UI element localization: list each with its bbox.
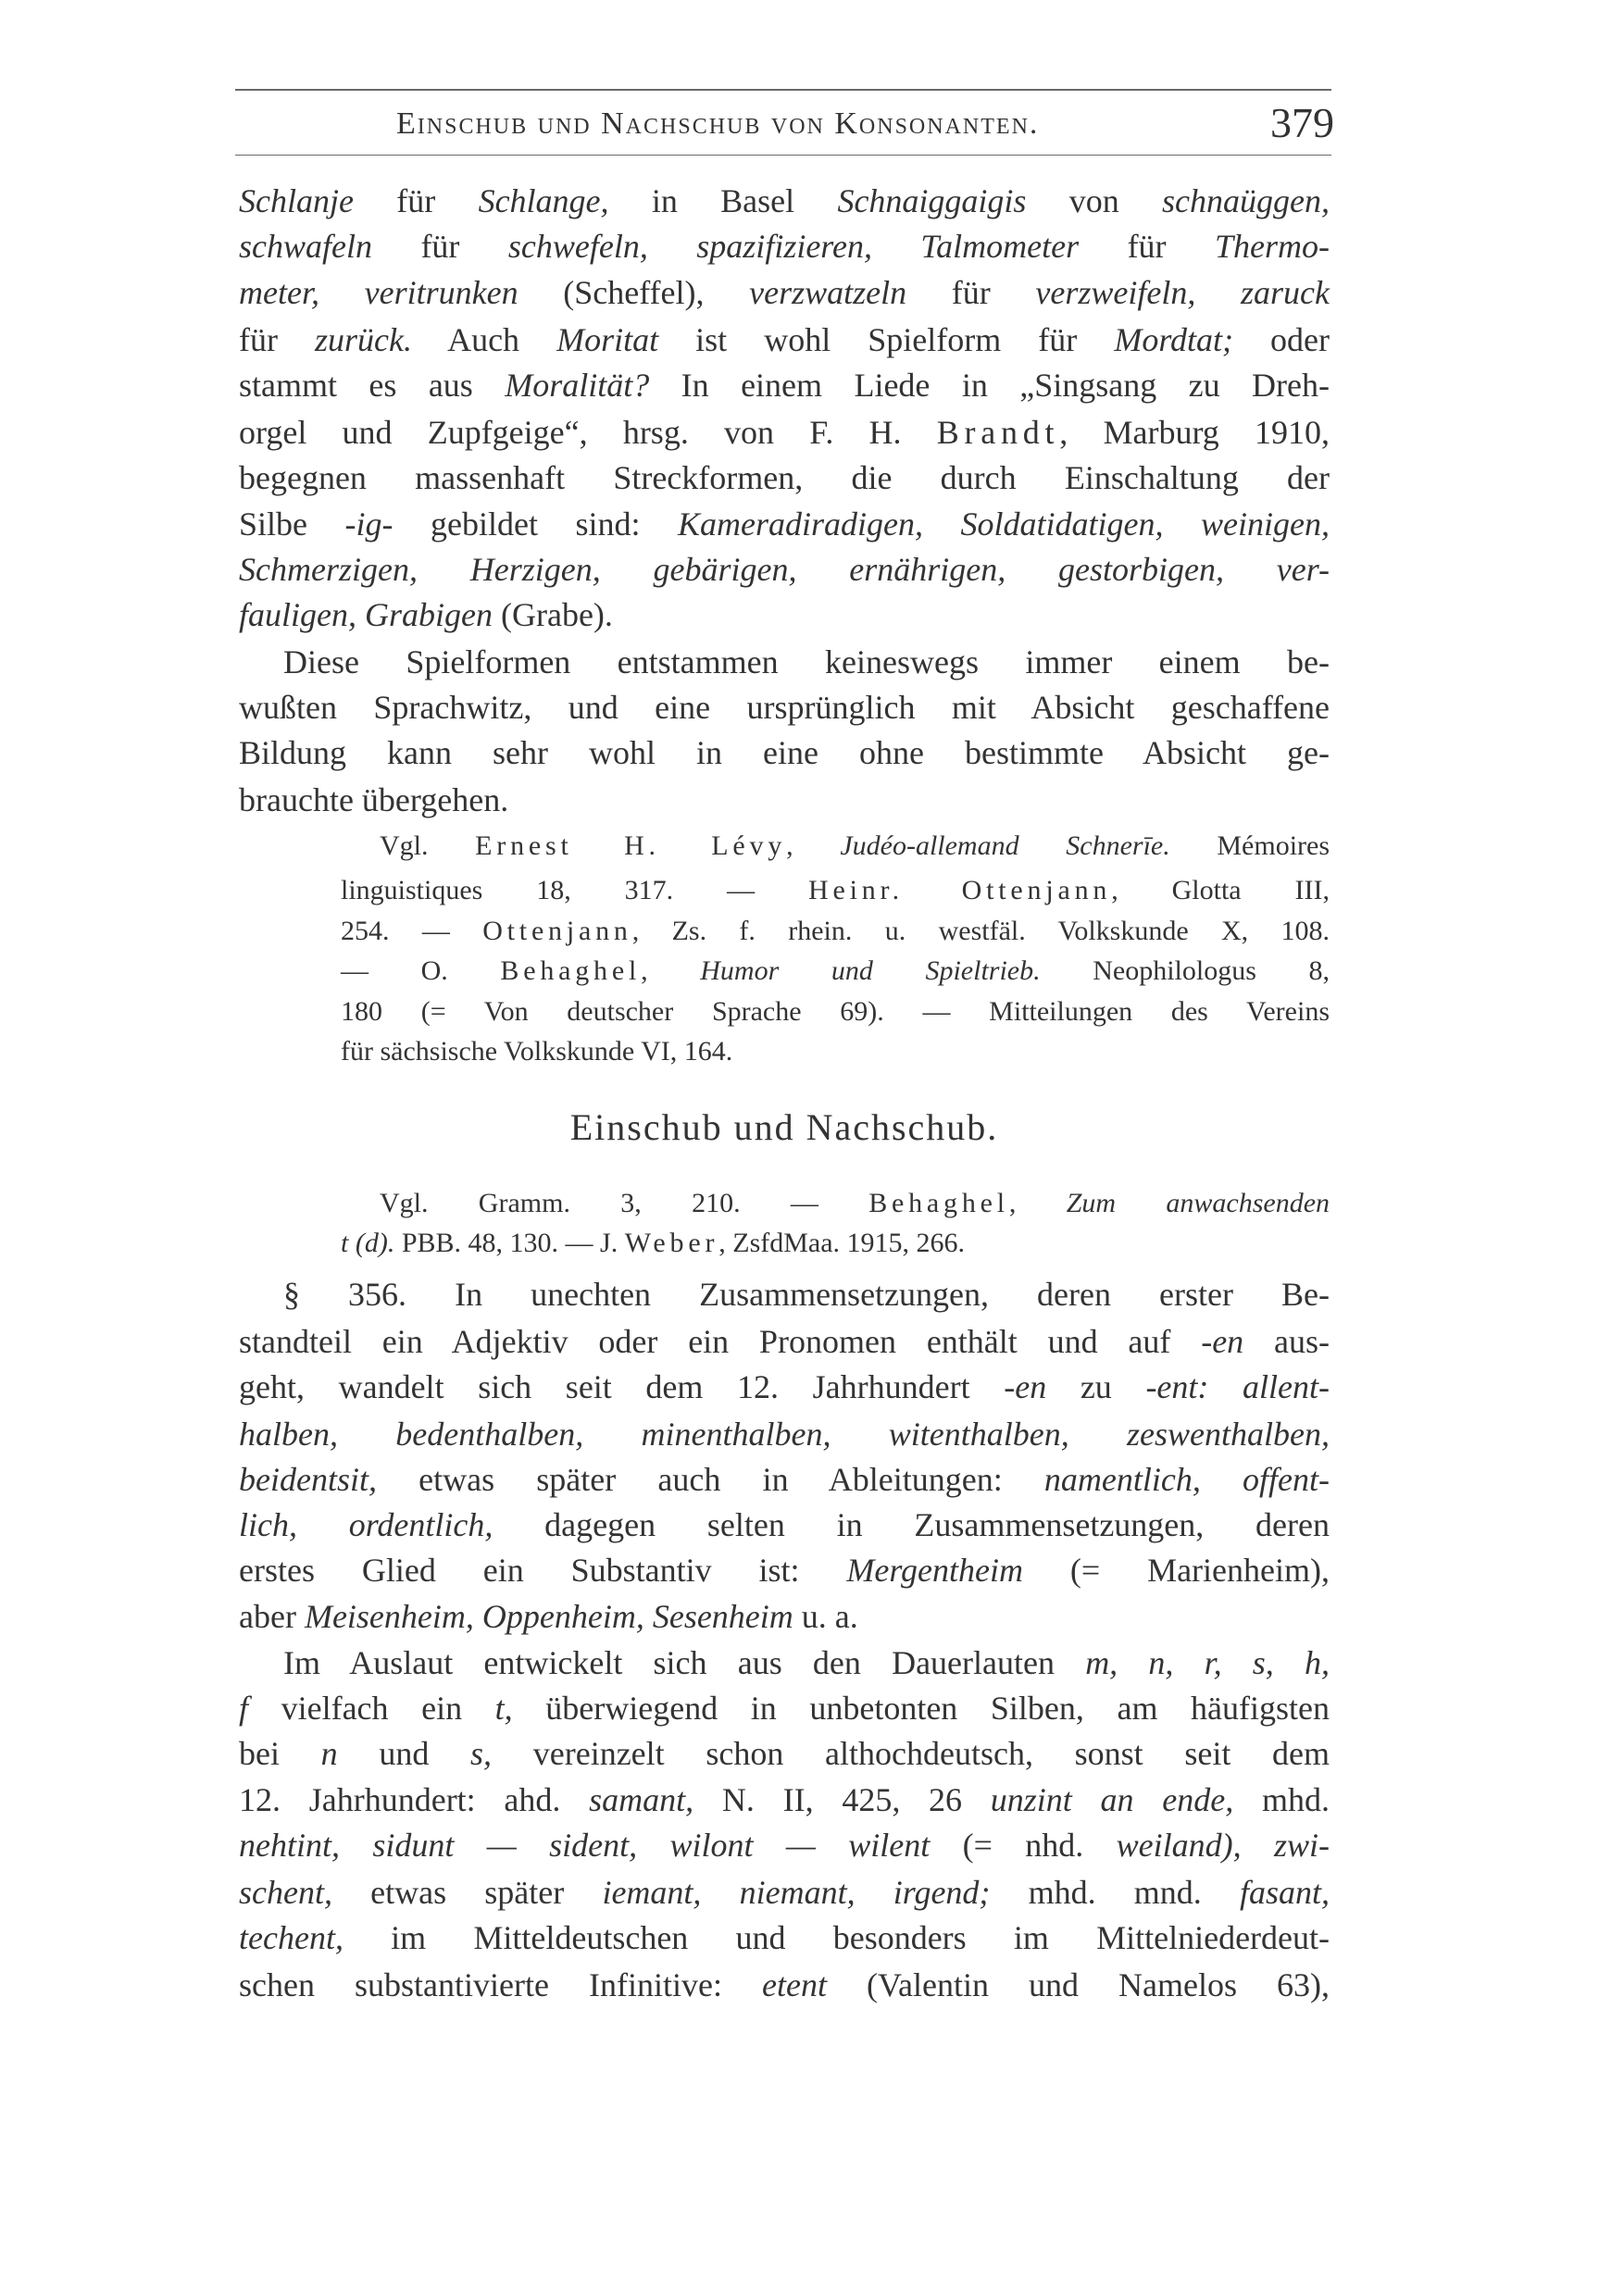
text-run: etwas später auch in Ableitungen:	[376, 1461, 1044, 1498]
italic-text: schwafeln	[239, 228, 372, 265]
text-line	[239, 1915, 1330, 1961]
text-line	[239, 1869, 1330, 1915]
text-line	[239, 1502, 1330, 1548]
italic-text: zurück.	[315, 321, 413, 358]
italic-text: etent	[761, 1966, 827, 2003]
italic-text: m, n, r, s, h,	[1085, 1644, 1330, 1681]
text-line	[239, 317, 1330, 363]
text-run: (= nhd.	[930, 1827, 1117, 1864]
italic-text: schent,	[239, 1874, 332, 1911]
italic-text: -ent: allent-	[1145, 1368, 1330, 1405]
text-run: standteil ein Adjektiv oder ein Pronomen enthält und auf	[239, 1323, 1202, 1360]
text-run: 254. —	[341, 916, 483, 946]
text-line	[239, 1685, 1330, 1731]
text-run: überwiegend in unbetonten Silben, am häufigsten	[512, 1690, 1330, 1727]
spaced-name: Ernest H. Lévy	[475, 830, 787, 861]
text-run: aber	[239, 1598, 305, 1635]
text-run: stammt es aus	[239, 367, 506, 404]
section-heading: Einschub und Nachschub.	[569, 1106, 999, 1148]
text-line	[239, 684, 1330, 730]
reference-line	[341, 1223, 1330, 1264]
italic-text: -ig-	[344, 505, 394, 543]
spaced-name: Brandt	[936, 414, 1060, 451]
text-run: 180 (= Von deutscher Sprache 69). — Mitteilungen des Vereins	[341, 996, 1330, 1027]
page-number: 379	[1270, 99, 1334, 146]
text-run: ,	[1008, 1188, 1067, 1218]
text-line	[239, 1822, 1330, 1868]
text-run: für	[239, 321, 316, 358]
text-run: — O.	[341, 955, 501, 986]
italic-text: zwi-	[1274, 1827, 1330, 1864]
text-line	[239, 730, 1330, 776]
text-run: ,	[786, 830, 841, 861]
italic-text: n	[320, 1735, 338, 1772]
italic-text: -en	[1201, 1323, 1244, 1360]
text-run: erstes Glied ein Substantiv ist:	[239, 1552, 847, 1589]
italic-text: Moralität?	[505, 367, 650, 404]
italic-text: Meisenheim, Oppenheim, Sesenheim	[304, 1598, 793, 1635]
text-run: Silbe	[239, 505, 345, 543]
running-title: Einschub und Nachschub von Konsonanten.	[396, 106, 1040, 141]
spaced-name: Behaghel	[500, 955, 642, 986]
text-run: mhd. mnd.	[990, 1874, 1240, 1911]
text-run: PBB. 48, 130. — J.	[394, 1228, 625, 1258]
italic-text: Humor und Spieltrieb.	[700, 955, 1041, 986]
text-line	[283, 1640, 1330, 1686]
text-run: ,	[641, 955, 701, 986]
text-run: und	[337, 1735, 471, 1772]
spaced-name: Weber	[624, 1228, 719, 1258]
text-line	[239, 1411, 1330, 1457]
text-line	[239, 592, 1330, 638]
text-run: vielfach ein	[248, 1690, 495, 1727]
italic-text: Mordtat;	[1114, 321, 1233, 358]
italic-text: t,	[494, 1690, 513, 1727]
text-run: schen substantivierte Infinitive:	[239, 1966, 762, 2003]
italic-text: schwefeln, spazifizieren, Talmometer	[507, 228, 1080, 265]
text-run: begegnen massenhaft Streckformen, die durch Einschaltung der	[239, 459, 1330, 496]
italic-text: beidentsit,	[239, 1461, 377, 1498]
text-run: 12. Jahrhundert: ahd.	[239, 1781, 590, 1818]
text-run: Im Auslaut entwickelt sich aus den Dauerlauten	[283, 1644, 1086, 1681]
text-run: (Grabe).	[492, 596, 613, 633]
text-run: für	[371, 228, 508, 265]
italic-text: techent,	[239, 1919, 344, 1956]
text-run: etwas später	[331, 1874, 603, 1911]
text-line	[239, 1777, 1330, 1823]
text-run: brauchte übergehen.	[239, 781, 509, 818]
text-run: für	[906, 274, 1036, 311]
italic-text: Mergentheim	[846, 1552, 1023, 1589]
text-line	[239, 501, 1330, 547]
header-bottom-rule	[235, 155, 1331, 156]
italic-text: Zum anwachsenden	[1066, 1188, 1330, 1218]
text-run: geht, wandelt sich seit dem 12. Jahrhundert	[239, 1368, 1005, 1405]
italic-text: namentlich, offent-	[1043, 1461, 1330, 1498]
text-run: wußten Sprachwitz, und eine ursprünglich mit Absicht geschaffene	[239, 689, 1330, 726]
text-run: ist wohl Spielform für	[658, 321, 1115, 358]
text-line	[239, 1593, 1330, 1640]
italic-text: samant,	[589, 1781, 694, 1818]
italic-text: Kameradiradigen, Soldatidatigen, weinigen,	[678, 505, 1330, 543]
text-run: , Glotta III,	[1111, 875, 1330, 905]
text-run: In einem Liede in „Singsang zu Dreh-	[649, 367, 1330, 404]
text-line	[239, 178, 1330, 224]
italic-text: Judéo-allemand Schnerīe.	[840, 830, 1170, 861]
header-top-rule	[235, 89, 1331, 91]
text-line	[239, 546, 1330, 593]
text-line	[239, 455, 1330, 501]
text-line	[239, 1318, 1330, 1365]
text-run: Vgl. Gramm. 3, 210. —	[380, 1188, 869, 1218]
spaced-name: Ottenjann	[482, 916, 632, 946]
text-run: für	[353, 182, 479, 219]
text-run: für sächsische Volkskunde VI, 164.	[341, 1036, 733, 1067]
text-run: (Valentin und Namelos 63),	[826, 1966, 1330, 2003]
text-run: Bildung kann sehr wohl in eine ohne bestimmte Absicht ge-	[239, 734, 1330, 771]
text-run: Vgl.	[380, 830, 476, 861]
text-line	[239, 777, 1330, 823]
reference-line	[380, 1183, 1330, 1224]
text-run: , Marburg 1910,	[1059, 414, 1330, 451]
text-run: oder	[1232, 321, 1330, 358]
italic-text: unzint an ende,	[990, 1781, 1234, 1818]
reference-line	[341, 992, 1330, 1032]
text-line	[239, 269, 1330, 316]
italic-text: Schlanje	[239, 182, 354, 219]
reference-line	[380, 826, 1330, 867]
text-run: in Basel	[608, 182, 838, 219]
text-run: Auch	[412, 321, 557, 358]
italic-text: Moritat	[556, 321, 659, 358]
text-run: vereinzelt schon althochdeutsch, sonst seit dem	[492, 1735, 1330, 1772]
italic-text: verzwatzeln	[749, 274, 907, 311]
text-run: Mémoires	[1169, 830, 1330, 861]
text-run: orgel und Zupfgeige“, hrsg. von F. H.	[239, 414, 937, 451]
italic-text: Schmerzigen, Herzigen, gebärigen, ernährigen, gestorbigen, ver-	[239, 551, 1330, 588]
text-line	[239, 409, 1330, 455]
text-line	[239, 362, 1330, 408]
reference-line	[341, 1031, 1330, 1072]
text-run: (Scheffel),	[518, 274, 750, 311]
italic-text: fasant,	[1239, 1874, 1330, 1911]
italic-text: verzweifeln, zaruck	[1035, 274, 1330, 311]
text-run: zu	[1046, 1368, 1146, 1405]
text-line	[239, 1730, 1330, 1777]
text-line	[239, 1547, 1330, 1593]
italic-text: weiland),	[1116, 1827, 1242, 1864]
text-run: bei	[239, 1735, 321, 1772]
italic-text: iemant, niemant, irgend;	[602, 1874, 991, 1911]
italic-text: halben, bedenthalben, minenthalben, witenthalben, zeswenthalben,	[239, 1416, 1330, 1453]
text-run	[1242, 1827, 1274, 1864]
reference-line	[341, 911, 1330, 952]
text-run: linguistiques 18, 317. —	[341, 875, 809, 905]
text-run: , Zs. f. rhein. u. westfäl. Volkskunde X, 108.	[631, 916, 1330, 946]
text-line	[239, 1364, 1330, 1410]
reference-line	[341, 870, 1330, 911]
text-line	[239, 1962, 1330, 2008]
text-run: dagegen selten in Zusammensetzungen, deren	[493, 1506, 1330, 1543]
italic-text: s,	[470, 1735, 493, 1772]
italic-text: nehtint, sidunt — sident, wilont — wilent	[239, 1827, 931, 1864]
text-run: § 356. In unechten Zusammensetzungen, deren erster Be-	[283, 1276, 1330, 1313]
spaced-name: Behaghel	[868, 1188, 1009, 1218]
text-line	[283, 639, 1330, 685]
text-run: (= Marienheim),	[1023, 1552, 1330, 1589]
text-run: u. a.	[793, 1598, 858, 1635]
text-run: aus-	[1243, 1323, 1330, 1360]
text-run: Neophilologus 8,	[1040, 955, 1330, 986]
reference-line	[341, 951, 1330, 992]
italic-text: schnaüggen,	[1162, 182, 1330, 219]
text-run: Diese Spielformen entstammen keineswegs immer einem be-	[283, 643, 1330, 680]
text-run: von	[1026, 182, 1163, 219]
italic-text: Schlange,	[478, 182, 609, 219]
italic-text: lich, ordentlich,	[239, 1506, 493, 1543]
text-run: für	[1079, 228, 1215, 265]
italic-text: Thermo-	[1215, 228, 1330, 265]
italic-text: meter, veritrunken	[239, 274, 518, 311]
text-line	[239, 223, 1330, 269]
text-line	[239, 1456, 1330, 1503]
italic-text: f	[239, 1690, 249, 1727]
italic-text: Schnaiggaigis	[837, 182, 1027, 219]
text-run: mhd.	[1233, 1781, 1330, 1818]
text-run: , ZsfdMaa. 1915, 266.	[718, 1228, 966, 1258]
spaced-name: Heinr. Ottenjann	[808, 875, 1112, 905]
italic-text: fauligen, Grabigen	[239, 596, 493, 633]
italic-text: t (d).	[341, 1228, 395, 1258]
italic-text: -en	[1004, 1368, 1047, 1405]
text-line	[283, 1271, 1330, 1317]
text-run: gebildet sind:	[393, 505, 679, 543]
text-run: im Mitteldeutschen und besonders im Mittelniederdeut-	[343, 1919, 1330, 1956]
text-run: N. II, 425, 26	[693, 1781, 991, 1818]
